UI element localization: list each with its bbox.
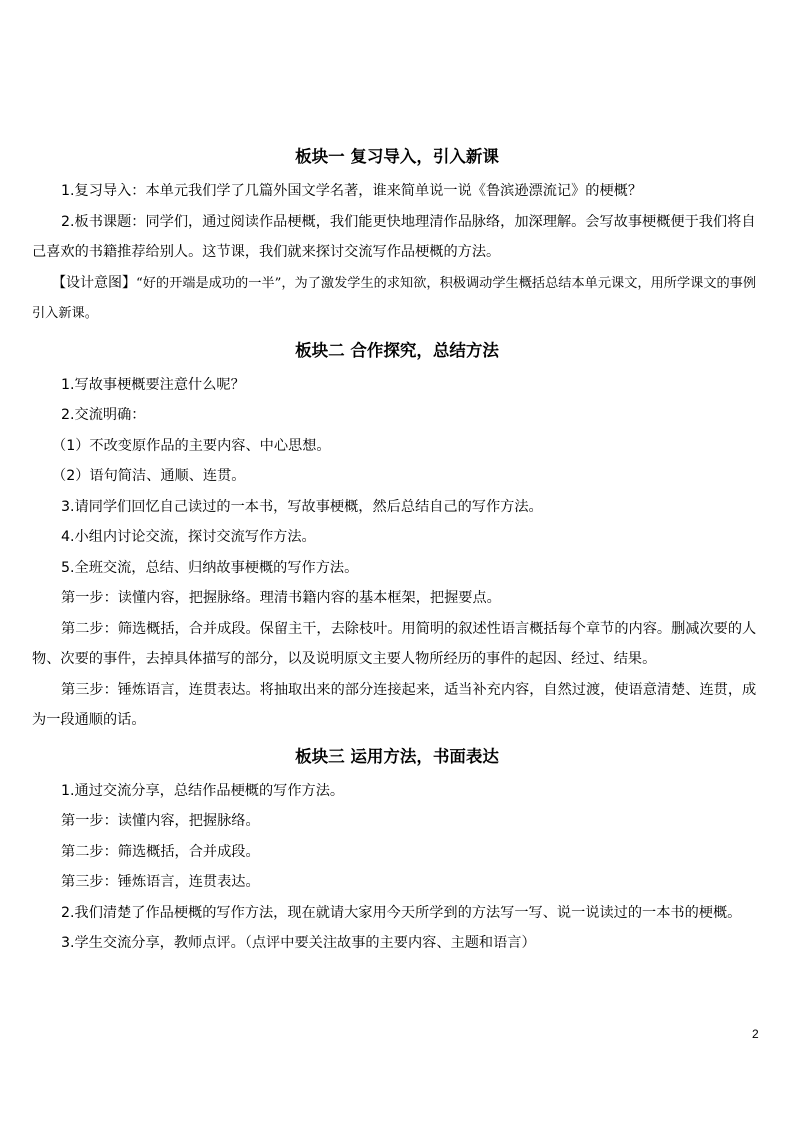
design-intent-text: “好的开端是成功的一半”，为了激发学生的求知欲，积极调动学生概括总结本单元课文，用所学课文的事例引入新课。 bbox=[32, 275, 757, 321]
paragraph: （1）不改变原作品的主要内容、中心思想。 bbox=[52, 437, 331, 454]
section3-heading: 板块三 运用方法，书面表达 bbox=[295, 746, 499, 766]
design-intent bbox=[32, 268, 762, 330]
document-body bbox=[32, 142, 762, 959]
paragraph: 第二步：筛选概括，合并成段。保留主干，去除枝叶。用简明的叙述性语言概括每个章节的内容。删减次要的人物、次要的事件，去掉具体描写的部分，以及说明原文主要人物所经历的事件的起因、经过、结果。 bbox=[32, 620, 757, 667]
paragraph: 第二步：筛选概括，合并成段。 bbox=[61, 843, 260, 860]
page-number: 2 bbox=[752, 1027, 759, 1041]
paragraph: 1.通过交流分享，总结作品梗概的写作方法。 bbox=[61, 782, 345, 799]
paragraph: （2）语句简洁、通顺、连贯。 bbox=[52, 468, 246, 484]
paragraph: 第一步：读懂内容，把握脉络。理清书籍内容的基本框架，把握要点。 bbox=[61, 590, 501, 606]
paragraph: 3.学生交流分享，教师点评。（点评中要关注故事的主要内容、主题和语言） bbox=[61, 935, 536, 951]
paragraph: 第一步：读懂内容，把握脉络。 bbox=[61, 813, 260, 829]
paragraph: 4.小组内讨论交流，探讨交流写作方法。 bbox=[61, 529, 316, 545]
paragraph: 1.复习导入：本单元我们学了几篇外国文学名著，谁来简单说一说《鲁滨逊漂流记》的梗概？ bbox=[61, 183, 643, 199]
paragraph: 2.我们清楚了作品梗概的写作方法，现在就请大家用今天所学到的方法写一写、说一说读过的一本书的梗概。 bbox=[61, 904, 742, 921]
paragraph: 第三步：锤炼语言，连贯表达。将抽取出来的部分连接起来，适当补充内容，自然过渡，使语意清楚、连贯，成为一段通顺的话。 bbox=[32, 681, 757, 728]
paragraph: 1.写故事梗概要注意什么呢？ bbox=[61, 376, 245, 393]
paragraph: 2.交流明确： bbox=[61, 407, 146, 423]
section1-heading: 板块一 复习导入，引入新课 bbox=[295, 147, 499, 166]
paragraph: 5.全班交流，总结、归纳故事梗概的写作方法。 bbox=[61, 559, 359, 576]
design-intent-tag: 【设计意图】 bbox=[52, 274, 136, 291]
section2-heading: 板块二 合作探究，总结方法 bbox=[295, 340, 499, 360]
paragraph: 3.请同学们回忆自己读过的一本书，写故事梗概，然后总结自己的写作方法。 bbox=[61, 498, 543, 515]
paragraph: 第三步：锤炼语言，连贯表达。 bbox=[61, 874, 260, 890]
paragraph: 2.板书课题：同学们，通过阅读作品梗概，我们能更快地理清作品脉络，加深理解。会写故事梗概便于我们将自己喜欢的书籍推荐给别人。这节课，我们就来探讨交流写作品梗概的方法。 bbox=[32, 213, 756, 260]
